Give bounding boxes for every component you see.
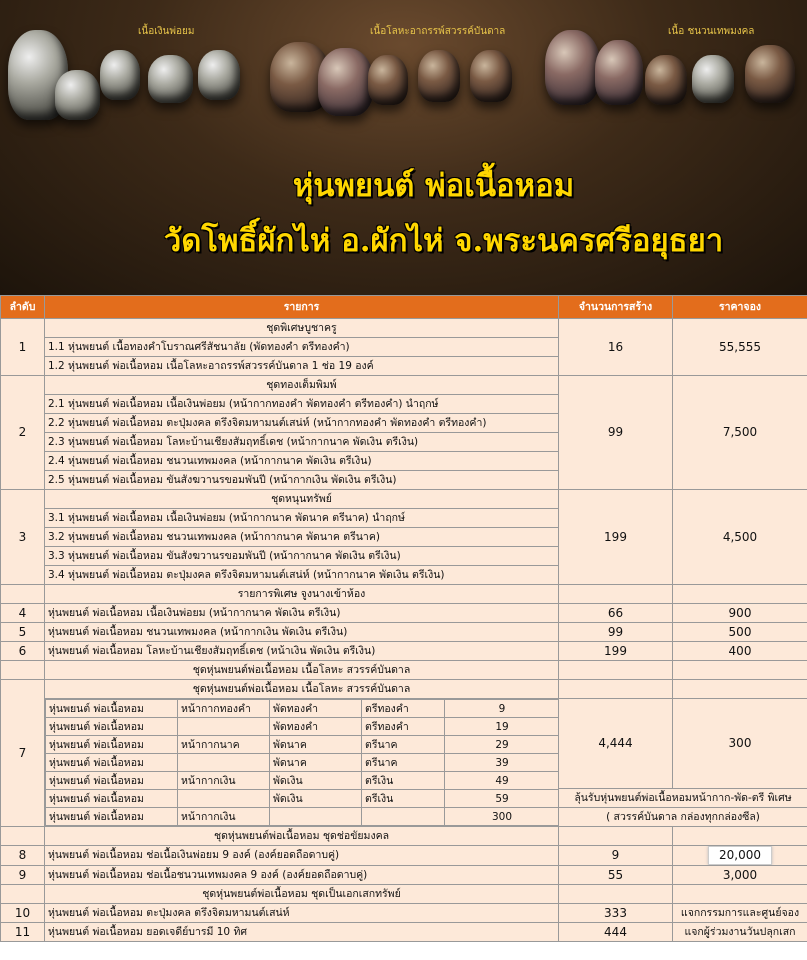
row-price: 7,500 <box>673 376 807 490</box>
row-no: 8 <box>1 846 45 866</box>
sub-fan: พัดนาค <box>270 736 362 754</box>
amulet-image <box>745 45 795 103</box>
sub-name: หุ่นพยนต์ พ่อเนื้อหอม <box>46 736 178 754</box>
row-qty: 66 <box>559 604 673 623</box>
row-no: 7 <box>1 680 45 827</box>
sub-fan: พัดนาค <box>270 754 362 772</box>
amulet-image <box>595 40 643 105</box>
row-price: 900 <box>673 604 807 623</box>
lucky-note-line2: ( สวรรค์บันดาล กล่องทุกกล่องซีล) <box>559 808 807 827</box>
sub-mask: หน้ากากเงิน <box>178 808 270 826</box>
sub-fan <box>270 808 362 826</box>
amulet-image <box>418 50 460 102</box>
row-price: 3,000 <box>673 866 807 885</box>
row-price: 20,000 <box>708 846 772 865</box>
sub-name: หุ่นพยนต์ พ่อเนื้อหอม <box>46 718 178 736</box>
list-item: 3.4 หุ่นพยนต์ พ่อเนื้อหอม ตะปุ่มงคล ตรึงจิตมหามนต์เสน่ห์ (หน้ากากนาค พัดเงิน ตรีเงิน) <box>45 566 559 585</box>
list-item: 3.2 หุ่นพยนต์ พ่อเนื้อหอม ชนวนเทพมงคล (หน้ากากนาค พัดนาค ตรีนาค) <box>45 528 559 547</box>
sub-count: 9 <box>445 700 559 718</box>
amulet-image <box>692 55 734 103</box>
amulet-image <box>198 50 240 100</box>
section-heading: ชุดหุ่นพยนต์พ่อเนื้อหอม ชุดเป็นเอกเสกทรัพย์ <box>45 885 559 904</box>
list-item: 2.3 หุ่นพยนต์ พ่อเนื้อหอม โลหะบ้านเชียงสัมฤทธิ์เดช (หน้ากากนาค พัดเงิน ตรีเงิน) <box>45 433 559 452</box>
page-title: หุ่นพยนต์ พ่อเนื้อหอม <box>292 168 575 204</box>
row-price: 400 <box>673 642 807 661</box>
banner-label-chanuan: เนื้อ ชนวนเทพมงคล <box>668 26 755 37</box>
row-qty: 9 <box>559 846 673 866</box>
sub-count: 59 <box>445 790 559 808</box>
list-item: หุ่นพยนต์ พ่อเนื้อหอม เนื้อเงินพ่อยม (หน้ากากนาค พัดเงิน ตรีเงิน) <box>45 604 559 623</box>
list-item: หุ่นพยนต์ พ่อเนื้อหอม ตะปุ่มงคล ตรึงจิตมหามนต์เสน่ห์ <box>45 904 559 923</box>
row-price: 4,500 <box>673 490 807 585</box>
row-no: 9 <box>1 866 45 885</box>
sub-name: หุ่นพยนต์ พ่อเนื้อหอม <box>46 754 178 772</box>
sub-mask: หน้ากากเงิน <box>178 772 270 790</box>
row-price: แจกผู้ร่วมงานวันปลุกเสก <box>673 923 807 942</box>
amulet-image <box>545 30 600 105</box>
row-price: 55,555 <box>673 319 807 376</box>
row-qty: 16 <box>559 319 673 376</box>
list-item: 2.1 หุ่นพยนต์ พ่อเนื้อหอม เนื้อเงินพ่อยม (หน้ากากทองคำ พัดทองคำ ตรีทองคำ) นำฤกษ์ <box>45 395 559 414</box>
row-no: 11 <box>1 923 45 942</box>
sub-fan: พัดเงิน <box>270 772 362 790</box>
list-item: หุ่นพยนต์ พ่อเนื้อหอม ยอดเจดีย์บารมี 10 ทิศ <box>45 923 559 942</box>
list-item: 1.1 หุ่นพยนต์ เนื้อทองคำโบราณศรีสัชนาลัย (พัดทองคำ ตรีทองคำ) <box>45 338 559 357</box>
sub-tri <box>362 808 445 826</box>
section-heading: ชุดหุ่นพยนต์พ่อเนื้อหอม เนื้อโลหะ สวรรค์บันดาล <box>45 661 559 680</box>
header-qty: จำนวนการสร้าง <box>559 296 673 319</box>
group-heading: ชุดหนุนทรัพย์ <box>45 490 559 509</box>
row-no: 5 <box>1 623 45 642</box>
row-no: 4 <box>1 604 45 623</box>
row-qty: 4,444 <box>559 699 673 789</box>
sub-mask: หน้ากากนาค <box>178 736 270 754</box>
table-header-row <box>1 296 807 319</box>
sub-tri: ตรีเงิน <box>362 790 445 808</box>
row-qty: 55 <box>559 866 673 885</box>
sub-count: 49 <box>445 772 559 790</box>
temple-subtitle: วัดโพธิ์ผักไห่ อ.ผักไห่ จ.พระนครศรีอยุธยา <box>163 223 724 259</box>
sub-tri: ตรีทองคำ <box>362 700 445 718</box>
sub-count: 29 <box>445 736 559 754</box>
sub-tri: ตรีทองคำ <box>362 718 445 736</box>
section-heading: ชุดหุ่นพยนต์พ่อเนื้อหอม ชุดช่อขัยมงคล <box>45 827 559 846</box>
banner <box>0 0 807 295</box>
row-qty: 199 <box>559 642 673 661</box>
sub-name: หุ่นพยนต์ พ่อเนื้อหอม <box>46 790 178 808</box>
amulet-image <box>368 55 408 105</box>
list-item: 2.4 หุ่นพยนต์ พ่อเนื้อหอม ชนวนเทพมงคล (หน้ากากนาค พัดเงิน ตรีเงิน) <box>45 452 559 471</box>
amulet-image <box>55 70 100 120</box>
sub-name: หุ่นพยนต์ พ่อเนื้อหอม <box>46 700 178 718</box>
lucky-note-line1: ลุ้นรับหุ่นพยนต์พ่อเนื้อหอมหน้ากาก-พัด-ตรี พิเศษ <box>559 789 807 808</box>
header-item: รายการ <box>45 296 559 319</box>
price-table <box>0 295 807 942</box>
list-item: หุ่นพยนต์ พ่อเนื้อหอม ชนวนเทพมงคล (หน้ากากเงิน พัดเงิน ตรีเงิน) <box>45 623 559 642</box>
list-item: 3.1 หุ่นพยนต์ พ่อเนื้อหอม เนื้อเงินพ่อยม (หน้ากากนาค พัดนาค ตรีนาค) นำฤกษ์ <box>45 509 559 528</box>
row-no: 3 <box>1 490 45 585</box>
sub-mask <box>178 790 270 808</box>
row-no: 1 <box>1 319 45 376</box>
row-price: แจกกรรมการและศูนย์จอง <box>673 904 807 923</box>
sub-count: 39 <box>445 754 559 772</box>
group-heading: ชุดพิเศษบูชาครู <box>45 319 559 338</box>
sub-name: หุ่นพยนต์ พ่อเนื้อหอม <box>46 808 178 826</box>
list-item: หุ่นพยนต์ พ่อเนื้อหอม ช่อเนื้อเงินพ่อยม 9 องค์ (องค์ยอดถือดาบคู่) <box>45 846 559 866</box>
sub-mask <box>178 718 270 736</box>
sub-count: 19 <box>445 718 559 736</box>
list-item: 2.2 หุ่นพยนต์ พ่อเนื้อหอม ตะปุ่มงคล ตรึงจิตมหามนต์เสน่ห์ (หน้ากากทองคำ พัดทองคำ ตรีทองคำ) <box>45 414 559 433</box>
header-no: ลำดับ <box>1 296 45 319</box>
group7-subtable-cell <box>45 699 559 827</box>
row-no: 6 <box>1 642 45 661</box>
sub-name: หุ่นพยนต์ พ่อเนื้อหอม <box>46 772 178 790</box>
row-qty: 444 <box>559 923 673 942</box>
list-item: 3.3 หุ่นพยนต์ พ่อเนื้อหอม ขันสังฆวานรขอมพันปี (หน้ากากนาค พัดเงิน ตรีเงิน) <box>45 547 559 566</box>
banner-label-metal: เนื้อโลหะอาถรรพ์สวรรค์บันดาล <box>370 26 506 37</box>
row-price: 300 <box>673 699 807 789</box>
row-price: 500 <box>673 623 807 642</box>
row-qty: 199 <box>559 490 673 585</box>
list-item: หุ่นพยนต์ พ่อเนื้อหอม โลหะบ้านเชียงสัมฤทธิ์เดช (หน้าเงิน พัดเงิน ตรีเงิน) <box>45 642 559 661</box>
list-item: หุ่นพยนต์ พ่อเนื้อหอม ช่อเนื้อชนวนเทพมงคล 9 องค์ (องค์ยอดถือดาบคู่) <box>45 866 559 885</box>
group-heading: ชุดทองเต็มพิมพ์ <box>45 376 559 395</box>
amulet-image <box>100 50 140 100</box>
sub-fan: พัดทองคำ <box>270 718 362 736</box>
sub-mask: หน้ากากทองคำ <box>178 700 270 718</box>
header-price: ราคาจอง <box>673 296 807 319</box>
row-qty: 99 <box>559 623 673 642</box>
amulet-image <box>148 55 193 103</box>
sub-tri: ตรีเงิน <box>362 772 445 790</box>
group7-subtable <box>45 699 559 826</box>
banner-label-silver: เนื้อเงินพ่อยม <box>138 26 195 37</box>
row-qty: 333 <box>559 904 673 923</box>
amulet-image <box>470 50 512 102</box>
sub-fan: พัดเงิน <box>270 790 362 808</box>
sub-fan: พัดทองคำ <box>270 700 362 718</box>
row-no: 10 <box>1 904 45 923</box>
sub-count: 300 <box>445 808 559 826</box>
sub-mask <box>178 754 270 772</box>
group-heading: ชุดหุ่นพยนต์พ่อเนื้อหอม เนื้อโลหะ สวรรค์บันดาล <box>45 680 559 699</box>
row-no: 2 <box>1 376 45 490</box>
amulet-image <box>318 48 373 116</box>
list-item: 2.5 หุ่นพยนต์ พ่อเนื้อหอม ขันสังฆวานรขอมพันปี (หน้ากากเงิน พัดเงิน ตรีเงิน) <box>45 471 559 490</box>
amulet-image <box>645 55 687 105</box>
section-heading: รายการพิเศษ จูงนางเข้าห้อง <box>45 585 559 604</box>
sub-tri: ตรีนาค <box>362 736 445 754</box>
row-qty: 99 <box>559 376 673 490</box>
sub-tri: ตรีนาค <box>362 754 445 772</box>
list-item: 1.2 หุ่นพยนต์ พ่อเนื้อหอม เนื้อโลหะอาถรรพ์สวรรค์บันดาล 1 ช่อ 19 องค์ <box>45 357 559 376</box>
